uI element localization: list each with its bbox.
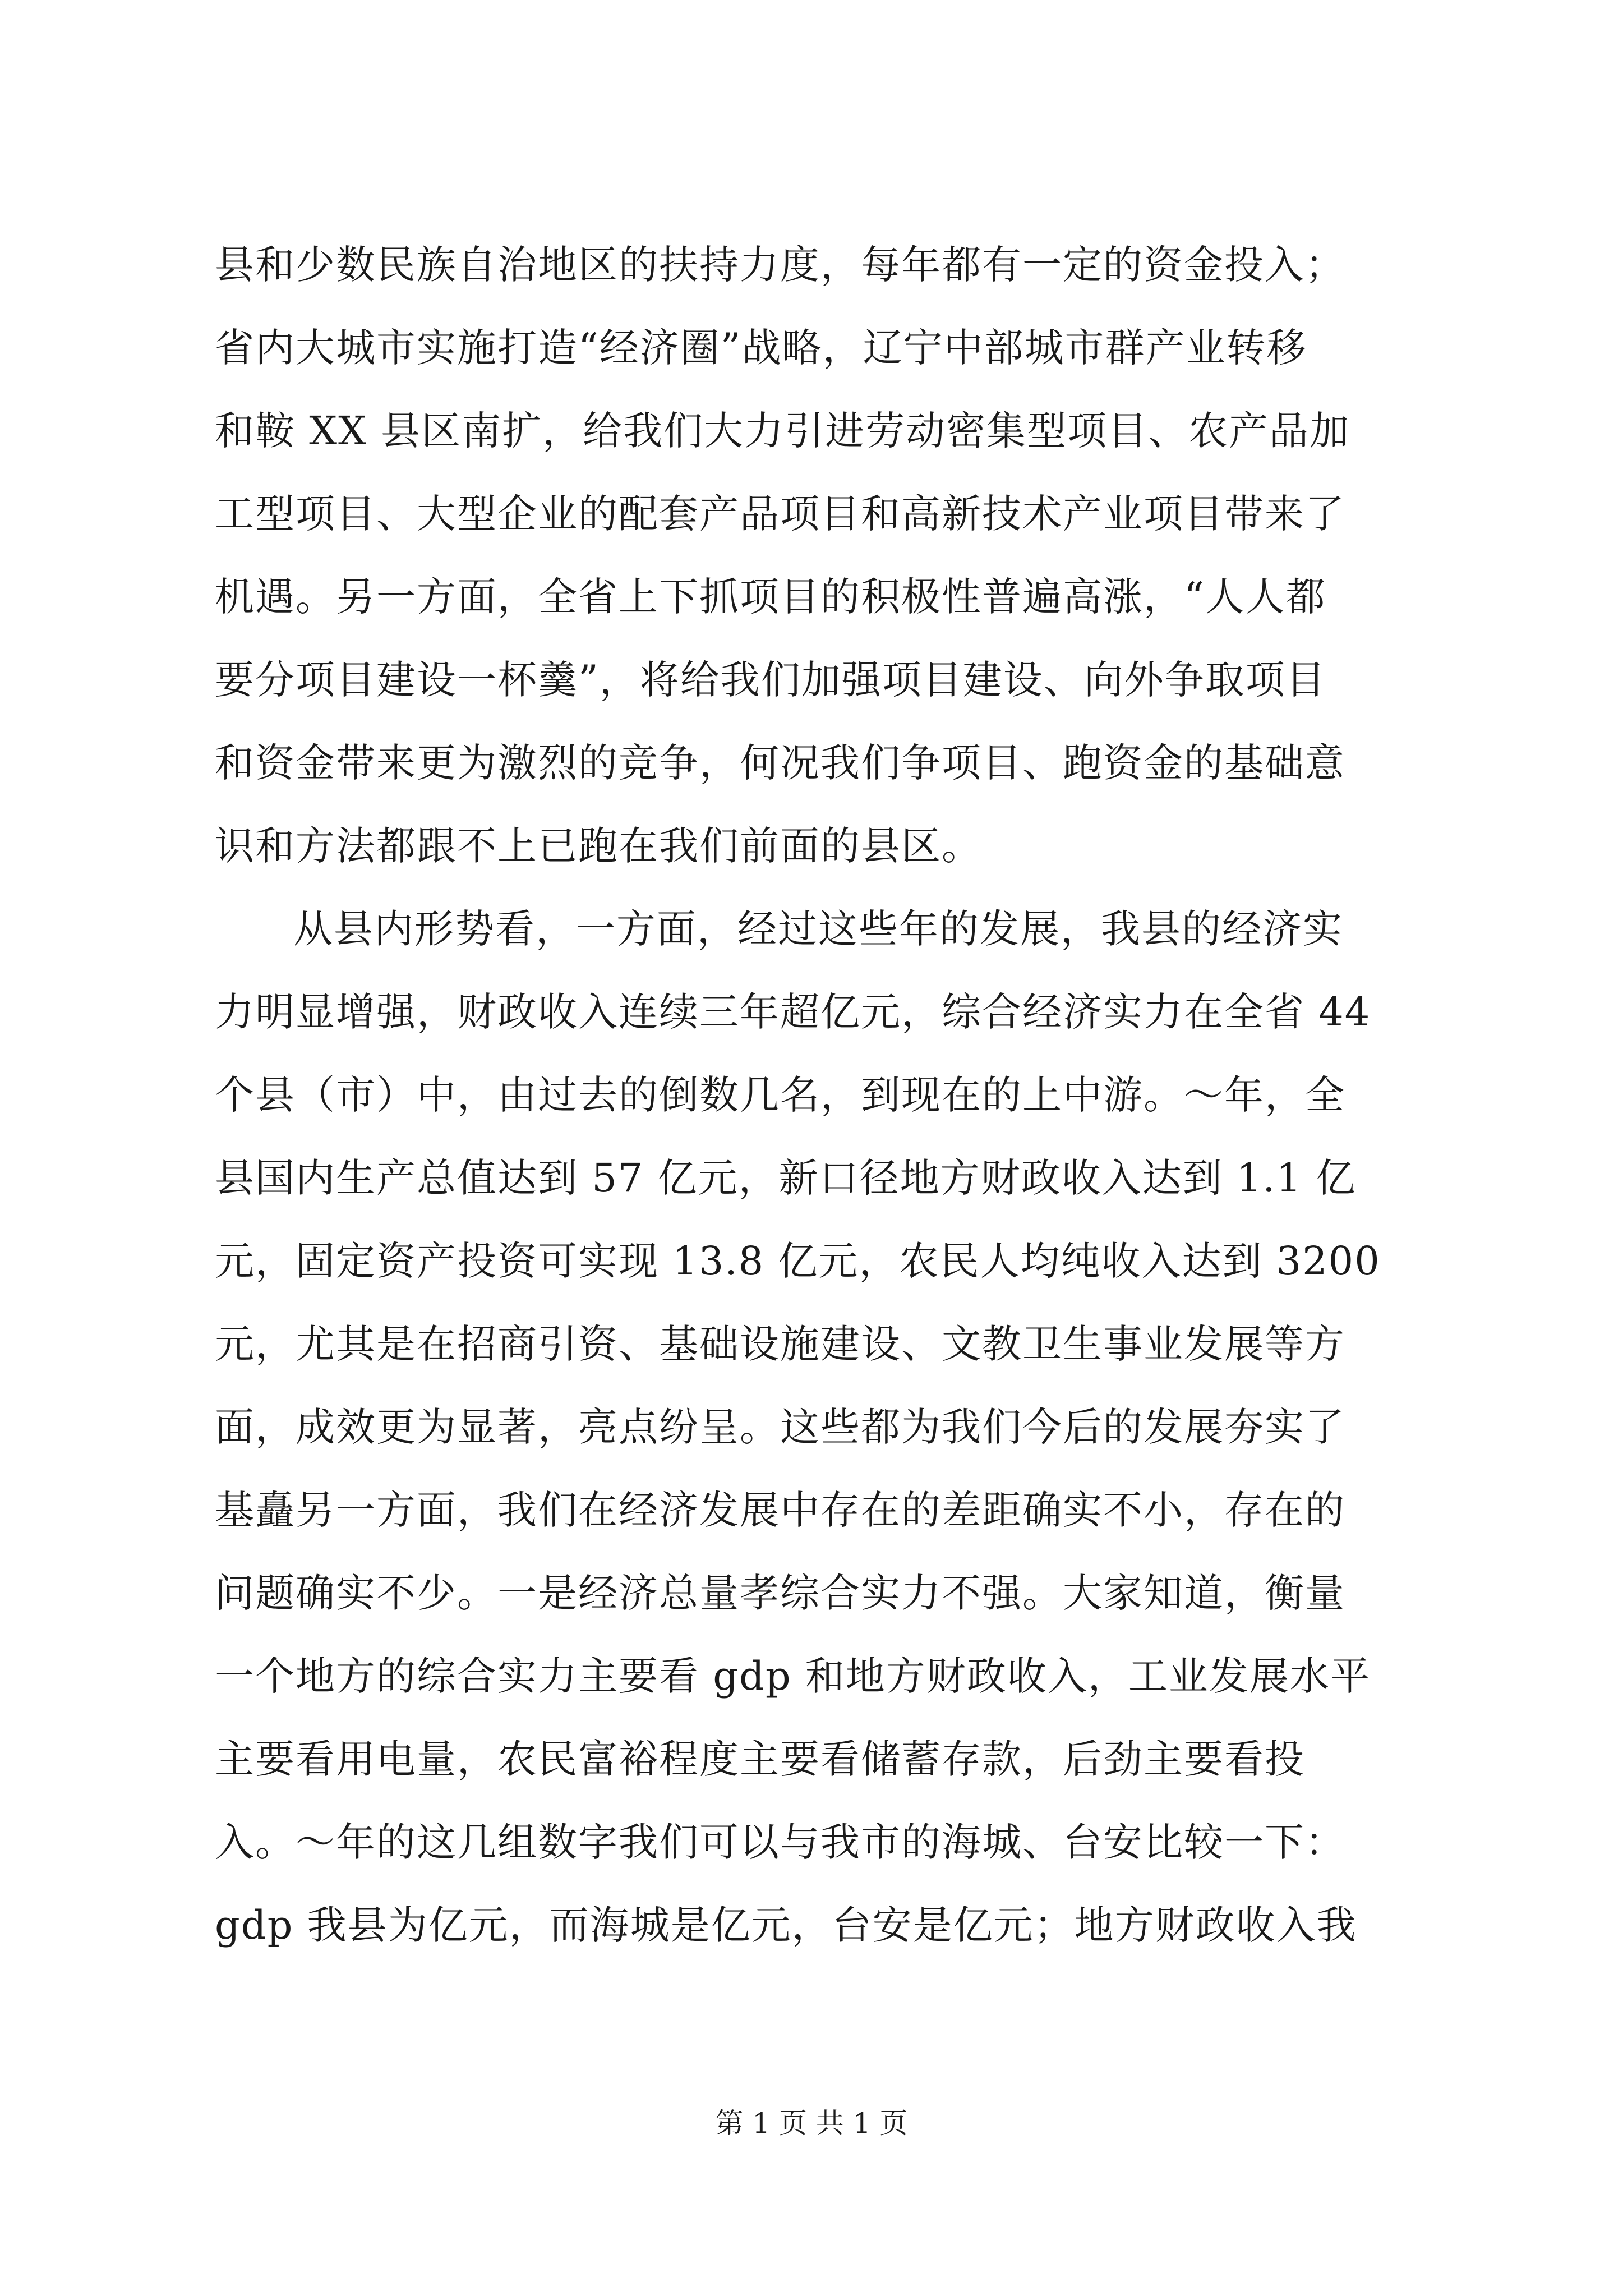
text-line: 入。～年的这几组数字我们可以与我市的海城、台安比较一下： — [215, 1819, 1345, 1865]
text-line: 机遇。另一方面，全省上下抓项目的积极性普遍高涨，“人人都 — [215, 574, 1326, 620]
text-line: 要分项目建设一杯羹”，将给我们加强项目建设、向外争取项目 — [215, 657, 1326, 703]
text-line: 县和少数民族自治地区的扶持力度，每年都有一定的资金投入； — [215, 242, 1345, 288]
text-line: 个县（市）中，由过去的倒数几名，到现在的上中游。～年，全 — [215, 1072, 1345, 1118]
text-line: 和鞍 XX 县区南扩，给我们大力引进劳动密集型项目、农产品加 — [215, 408, 1350, 454]
paragraph-start-line: 从县内形势看，一方面，经过这些年的发展，我县的经济实 — [293, 906, 1343, 952]
text-line: 面，成效更为显著，亮点纷呈。这些都为我们今后的发展夯实了 — [215, 1404, 1345, 1450]
text-line: 和资金带来更为激烈的竞争，何况我们争项目、跑资金的基础意 — [215, 740, 1345, 786]
text-line: gdp 我县为亿元，而海城是亿元，台安是亿元；地方财政收入我 — [215, 1902, 1357, 1948]
text-line: 元，固定资产投资可实现 13.8 亿元，农民人均纯收入达到 3200 — [215, 1238, 1381, 1284]
page-footer — [0, 2106, 1623, 2140]
text-line: 一个地方的综合实力主要看 gdp 和地方财政收入，工业发展水平 — [215, 1653, 1371, 1699]
text-line: 省内大城市实施打造“经济圈”战略，辽宁中部城市群产业转移 — [215, 325, 1307, 371]
text-line: 元，尤其是在招商引资、基础设施建设、文教卫生事业发展等方 — [215, 1321, 1345, 1367]
text-line: 识和方法都跟不上已跑在我们前面的县区。 — [215, 823, 982, 869]
text-line: 县国内生产总值达到 57 亿元，新口径地方财政收入达到 1.1 亿 — [215, 1155, 1357, 1201]
body-text — [215, 223, 1409, 1967]
text-line: 主要看用电量，农民富裕程度主要看储蓄存款，后劲主要看投 — [215, 1736, 1305, 1782]
page-number: 第 1 页 共 1 页 — [715, 2107, 908, 2139]
text-line: 问题确实不少。一是经济总量孝综合实力不强。大家知道，衡量 — [215, 1570, 1345, 1616]
text-line: 工型项目、大型企业的配套产品项目和高新技术产业项目带来了 — [215, 491, 1345, 537]
text-line: 基矗另一方面，我们在经济发展中存在的差距确实不小，存在的 — [215, 1487, 1345, 1533]
text-line: 力明显增强，财政收入连续三年超亿元，综合经济实力在全省 44 — [215, 989, 1371, 1035]
